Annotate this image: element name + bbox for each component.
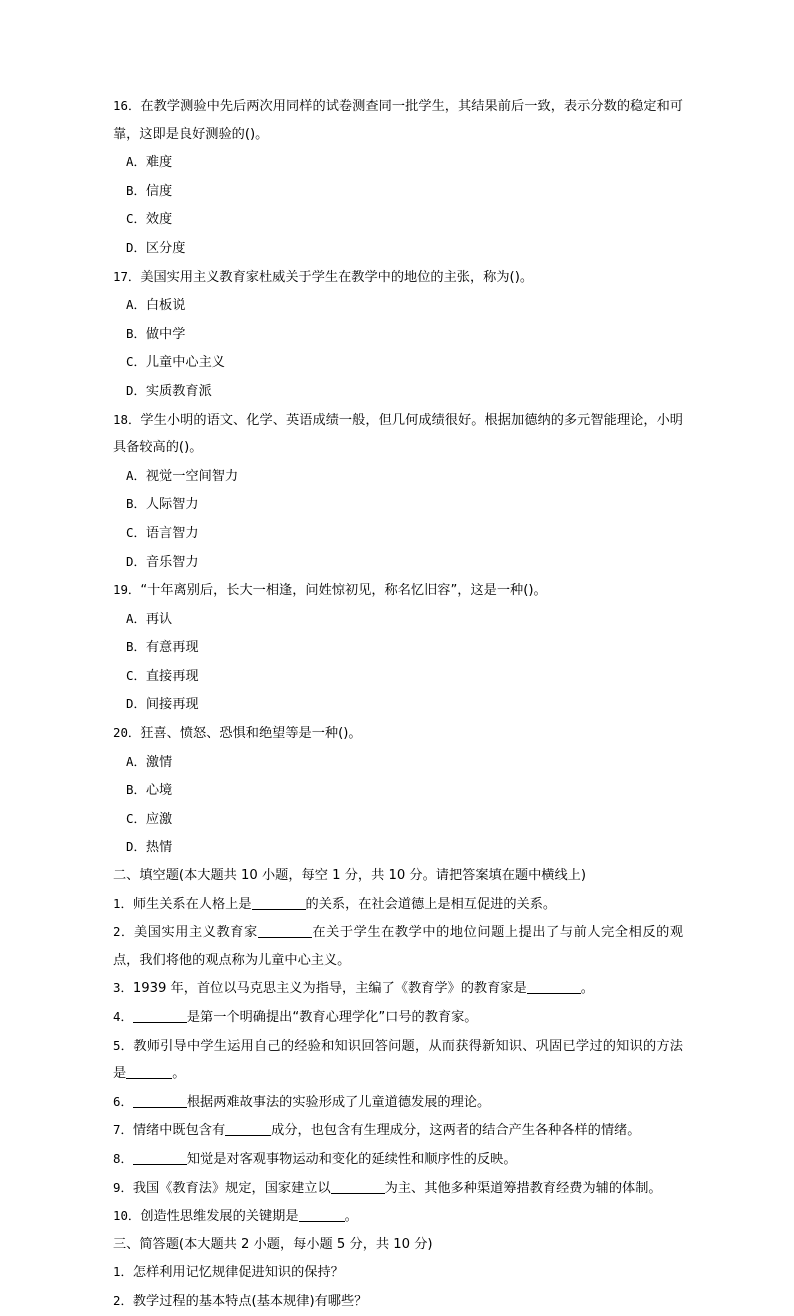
answer-blank[interactable] [225,1123,271,1136]
option-key: A． [126,154,146,170]
question-text: 美国实用主义教育家 [133,925,258,941]
fill-in-question [113,974,683,1003]
option-key: A． [126,753,146,769]
option-key: D． [126,382,146,398]
option-label: 音乐智力 [145,554,199,570]
option-label: 心境 [145,783,173,799]
option-key: D． [126,239,146,255]
option-key: B． [126,782,146,798]
option-row[interactable] [113,519,683,548]
option-label: 实质教育派 [145,383,212,399]
option-label: 应激 [145,811,173,827]
option-label: 语言智力 [145,525,199,541]
option-row[interactable] [113,377,683,406]
option-label: 再认 [145,611,173,627]
question-number: 2． [113,1292,133,1308]
option-key: C． [126,354,146,370]
option-label: 白板说 [145,298,186,314]
option-row[interactable] [113,348,683,377]
question-number: 5． [113,1037,134,1053]
option-label: 难度 [145,155,173,171]
option-row[interactable] [113,748,683,777]
question-number: 19． [113,582,141,598]
option-row[interactable] [113,177,683,206]
option-label: 区分度 [145,240,186,256]
option-row[interactable] [113,690,683,719]
option-label: 热情 [145,840,173,856]
answer-blank[interactable] [299,1209,345,1222]
section-heading: 三、简答题(本大题共 2 小题，每小题 5 分，共 10 分) [113,1236,433,1252]
option-row[interactable] [113,148,683,177]
answer-blank[interactable] [527,981,581,994]
option-label: 人际智力 [145,497,199,513]
option-row[interactable] [113,662,683,691]
option-key: B． [126,639,146,655]
option-key: D． [126,553,146,569]
option-key: C． [126,524,146,540]
question-stem [113,406,683,462]
fill-in-question [113,890,683,919]
option-row[interactable] [113,605,683,634]
question-text: “十年离别后，长大一相逢，问姓惊初见，称名忆旧容”，这是一种()。 [140,583,547,599]
answer-blank[interactable] [133,1010,187,1023]
question-text: 学生小明的语文、化学、英语成绩一般，但几何成绩很好。根据加德纳的多元智能理论，小明具备较高的()。 [113,412,683,456]
question-number: 6． [113,1093,133,1109]
option-row[interactable] [113,320,683,349]
answer-blank[interactable] [126,1066,172,1079]
question-number: 16． [113,98,141,113]
question-text: 的关系，在社会道德上是相互促进的关系。 [305,896,557,912]
option-row[interactable] [113,805,683,834]
fill-in-question [113,1032,683,1088]
question-text: 在教学测验中先后两次用同样的试卷测查同一批学生，其结果前后一致，表示分数的稳定和可靠，这即是良好测验的()。 [113,99,683,142]
question-text: 狂喜、愤怒、恐惧和绝望等是一种()。 [140,726,362,742]
question-number: 1． [113,895,133,911]
answer-blank[interactable] [258,925,312,938]
option-label: 激情 [145,754,173,770]
question-text: 情绪中既包含有 [132,1123,226,1139]
option-key: B． [126,182,146,198]
question-text: 创造性思维发展的关键期是 [140,1209,299,1225]
option-row[interactable] [113,833,683,862]
option-label: 做中学 [145,326,186,342]
fill-in-question [113,1003,683,1032]
option-key: D． [126,839,146,855]
question-number: 4． [113,1009,133,1024]
answer-blank[interactable] [331,1181,385,1194]
option-row[interactable] [113,462,683,491]
option-key: A． [126,610,146,626]
option-row[interactable] [113,633,683,662]
fill-in-question [113,1088,683,1117]
fill-in-question [113,1145,683,1174]
question-text: 成分，也包含有生理成分，这两者的结合产生各种各样的情绪。 [271,1123,641,1139]
question-text: 我国《教育法》规定，国家建立以 [132,1180,331,1196]
question-text: 1939 年，首位以马克思主义为指导，主编了《教育学》的教育家是 [132,981,527,997]
answer-blank[interactable] [133,1095,187,1108]
question-text: 知觉是对客观事物运动和变化的延续性和顺序性的反映。 [186,1151,517,1167]
option-row[interactable] [113,548,683,577]
option-label: 有意再现 [145,640,199,656]
question-number: 20． [113,725,141,741]
option-label: 效度 [145,212,173,228]
question-text: 教师引导中学生运用自己的经验和知识回答问题，从而获得新知识、巩固已学过的知识的方法是 [113,1038,683,1082]
question-number: 10． [113,1208,141,1224]
question-text: 在关于学生在教学中的地位问题上提出了与前人完全相反的观点，我们将他的观点称为儿童中心主义。 [113,925,684,968]
question-text: 师生关系在人格上是 [132,896,252,912]
option-row[interactable] [113,776,683,805]
question-text: 。 [172,1066,186,1082]
option-key: A． [126,467,146,483]
option-row[interactable] [113,490,683,519]
question-number: 9． [113,1179,133,1195]
option-key: B． [126,325,146,341]
question-number: 2． [113,924,134,940]
option-label: 间接再现 [145,697,199,713]
exam-content-column [113,92,683,1316]
option-key: B． [126,496,146,512]
option-key: C． [126,810,146,826]
question-text: 美国实用主义教育家杜威关于学生在教学中的地位的主张，称为()。 [140,269,534,285]
option-key: C． [126,667,146,683]
fill-in-question [113,1174,683,1203]
question-number: 18． [113,411,141,427]
option-key: C． [126,211,146,227]
fill-in-question [113,1202,683,1231]
question-number: 8． [113,1150,133,1166]
question-text: 为主、其他多种渠道筹措教育经费为辅的体制。 [384,1180,662,1196]
question-number: 3． [113,980,133,996]
fill-in-question [113,1287,683,1316]
question-number: 1． [113,1264,133,1280]
question-text: 是第一个明确提出“教育心理学化”口号的教育家。 [186,1010,478,1025]
option-row[interactable] [113,291,683,320]
question-text: 教学过程的基本特点(基本规律)有哪些？ [132,1293,368,1309]
fill-in-question [113,1258,683,1287]
option-key: A． [126,297,146,313]
question-stem [113,719,683,748]
option-label: 视觉一空间智力 [145,468,239,484]
option-label: 儿童中心主义 [145,355,225,371]
option-label: 直接再现 [145,668,199,684]
option-row[interactable] [113,205,683,234]
answer-blank[interactable] [133,1152,187,1165]
question-text: 根据两难故事法的实验形成了儿童道德发展的理论。 [186,1094,491,1110]
question-number: 7． [113,1122,133,1138]
option-label: 信度 [145,183,173,199]
question-stem [113,263,683,292]
section-heading: 二、填空题(本大题共 10 小题，每空 1 分，共 10 分。请把答案填在题中横线上) [113,868,587,884]
option-row[interactable] [113,234,683,263]
question-text: 怎样利用记忆规律促进知识的保持？ [132,1265,344,1281]
fill-in-question [113,1116,683,1145]
question-text: 。 [344,1209,358,1225]
option-key: D． [126,696,146,712]
question-stem [113,576,683,605]
question-stem [113,92,683,148]
question-number: 17． [113,268,141,284]
fill-in-question [113,918,683,974]
question-text: 。 [580,981,594,997]
answer-blank[interactable] [252,897,306,910]
